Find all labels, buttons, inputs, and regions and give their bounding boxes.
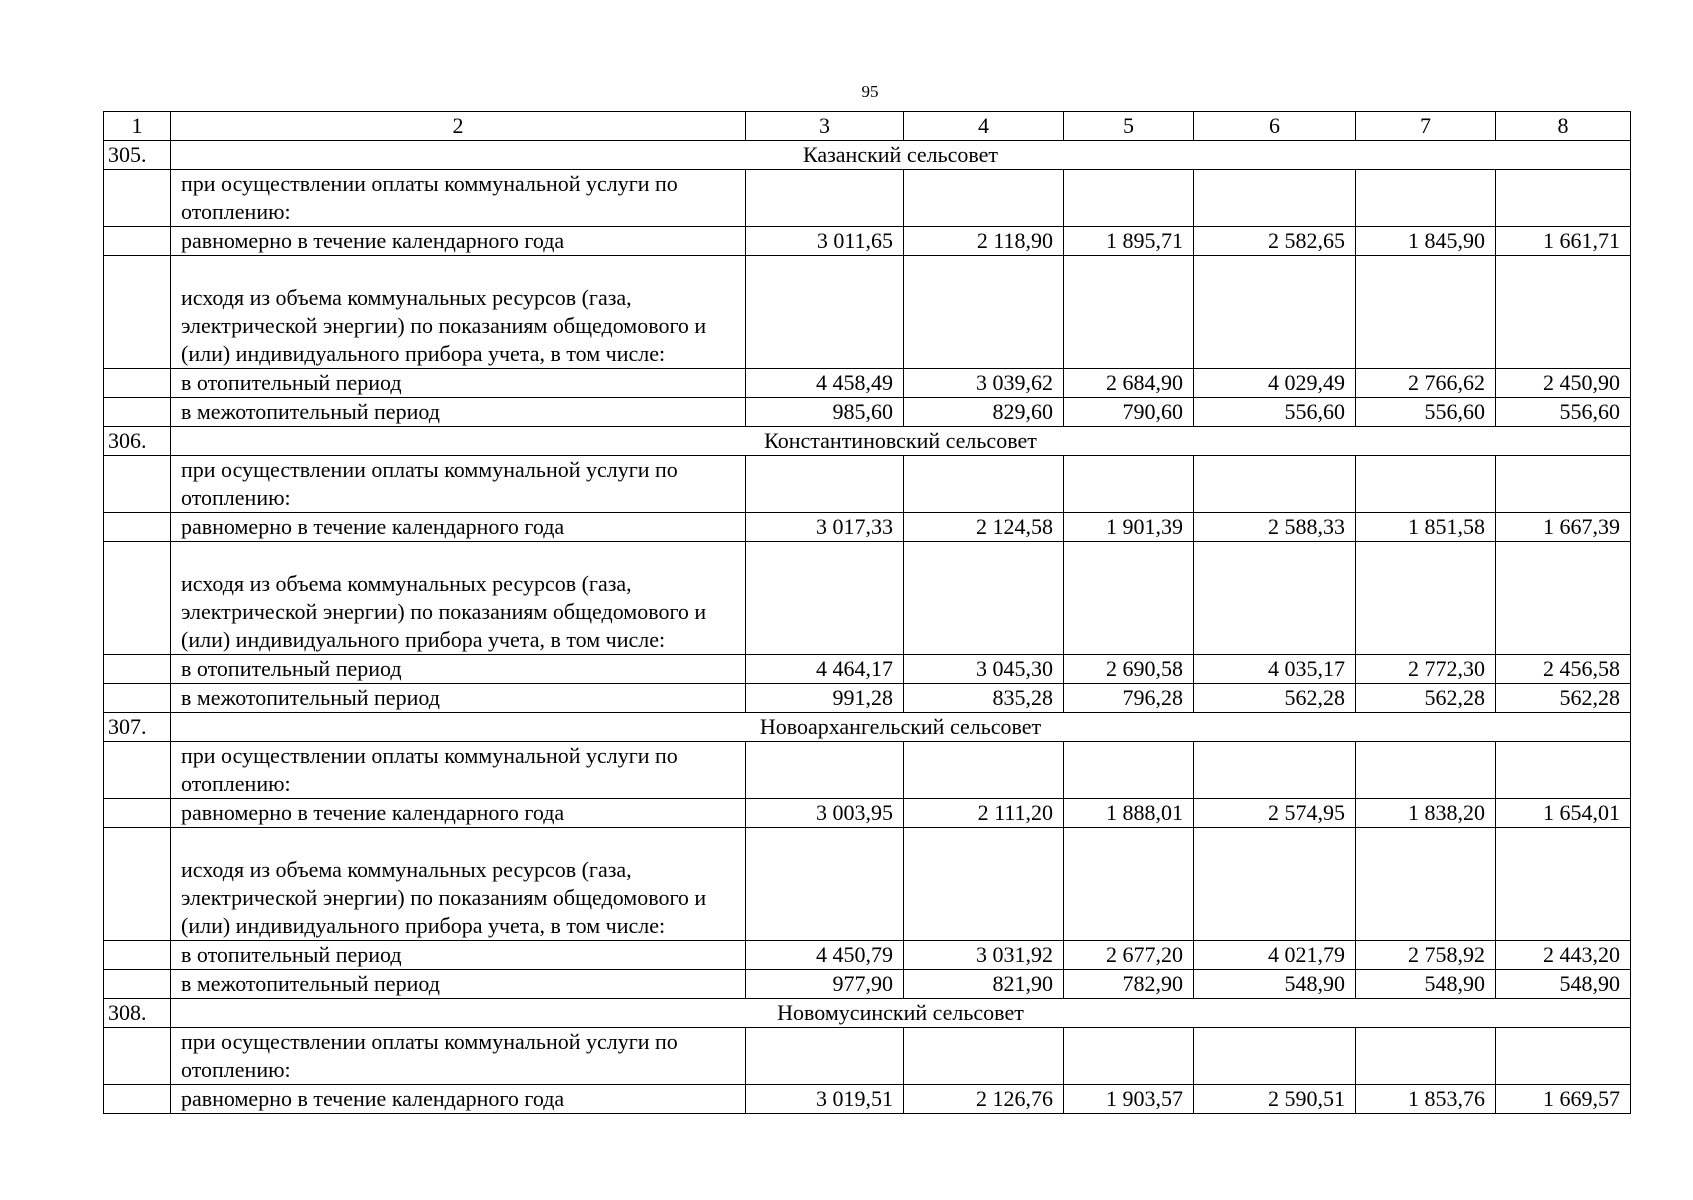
index-cell: [104, 970, 171, 999]
value-cell: 829,60: [904, 398, 1064, 427]
table-row: [104, 256, 1631, 369]
value-cell: 4 021,79: [1194, 941, 1356, 970]
index-cell: [104, 369, 171, 398]
table-row: [104, 684, 1631, 713]
row-label: исходя из объема коммунальных ресурсов (газа, электрической энергии) по показаниям общедомового и (или) индивидуального прибора учета, в том числе:: [171, 828, 746, 941]
value-cell: 4 035,17: [1194, 655, 1356, 684]
column-number: 6: [1194, 112, 1356, 141]
value-cell: 3 017,33: [746, 513, 904, 542]
table-row: [104, 170, 1631, 227]
value-cell: [1356, 456, 1496, 513]
value-cell: [1356, 1028, 1496, 1085]
value-cell: [904, 256, 1064, 369]
table-row: [104, 398, 1631, 427]
value-cell: 790,60: [1064, 398, 1194, 427]
value-cell: 1 669,57: [1496, 1085, 1631, 1114]
index-cell: [104, 1028, 171, 1085]
index-cell: [104, 799, 171, 828]
value-cell: 977,90: [746, 970, 904, 999]
section-index: 305.: [104, 141, 171, 170]
row-label: в межотопительный период: [171, 398, 746, 427]
row-label: при осуществлении оплаты коммунальной услуги по отоплению:: [171, 170, 746, 227]
row-label: при осуществлении оплаты коммунальной услуги по отоплению:: [171, 1028, 746, 1085]
value-cell: [1496, 456, 1631, 513]
table-row: [104, 655, 1631, 684]
value-cell: 2 456,58: [1496, 655, 1631, 684]
row-label: в межотопительный период: [171, 684, 746, 713]
value-cell: 2 450,90: [1496, 369, 1631, 398]
value-cell: 1 888,01: [1064, 799, 1194, 828]
value-cell: [746, 456, 904, 513]
index-cell: [104, 941, 171, 970]
value-cell: [746, 170, 904, 227]
value-cell: 1 895,71: [1064, 227, 1194, 256]
value-cell: [1496, 1028, 1631, 1085]
value-cell: 2 690,58: [1064, 655, 1194, 684]
index-cell: [104, 398, 171, 427]
value-cell: [1356, 170, 1496, 227]
value-cell: [904, 828, 1064, 941]
row-label: в отопительный период: [171, 655, 746, 684]
section-index: 307.: [104, 713, 171, 742]
index-cell: [104, 170, 171, 227]
row-label: в отопительный период: [171, 369, 746, 398]
value-cell: [1356, 828, 1496, 941]
column-number: 5: [1064, 112, 1194, 141]
value-cell: [1356, 742, 1496, 799]
index-cell: [104, 256, 171, 369]
value-cell: 1 851,58: [1356, 513, 1496, 542]
value-cell: 835,28: [904, 684, 1064, 713]
value-cell: 556,60: [1496, 398, 1631, 427]
index-cell: [104, 828, 171, 941]
column-number-row: [104, 112, 1631, 141]
section-header-row: [104, 713, 1631, 742]
value-cell: 1 838,20: [1356, 799, 1496, 828]
value-cell: [746, 256, 904, 369]
value-cell: 985,60: [746, 398, 904, 427]
table-row: [104, 941, 1631, 970]
value-cell: 2 684,90: [1064, 369, 1194, 398]
value-cell: 2 582,65: [1194, 227, 1356, 256]
value-cell: 548,90: [1356, 970, 1496, 999]
value-cell: 782,90: [1064, 970, 1194, 999]
value-cell: 2 590,51: [1194, 1085, 1356, 1114]
value-cell: [904, 742, 1064, 799]
value-cell: [1496, 542, 1631, 655]
value-cell: [746, 542, 904, 655]
table-row: [104, 742, 1631, 799]
value-cell: 4 450,79: [746, 941, 904, 970]
value-cell: [1194, 742, 1356, 799]
value-cell: 2 118,90: [904, 227, 1064, 256]
index-cell: [104, 742, 171, 799]
section-header-row: [104, 141, 1631, 170]
value-cell: [1194, 1028, 1356, 1085]
value-cell: 556,60: [1356, 398, 1496, 427]
value-cell: 1 654,01: [1496, 799, 1631, 828]
value-cell: 1 845,90: [1356, 227, 1496, 256]
value-cell: 1 661,71: [1496, 227, 1631, 256]
value-cell: 1 901,39: [1064, 513, 1194, 542]
value-cell: [1194, 542, 1356, 655]
row-label: при осуществлении оплаты коммунальной услуги по отоплению:: [171, 456, 746, 513]
value-cell: [1194, 456, 1356, 513]
section-index: 308.: [104, 999, 171, 1028]
value-cell: 3 011,65: [746, 227, 904, 256]
value-cell: 2 772,30: [1356, 655, 1496, 684]
section-name: Казанский сельсовет: [171, 141, 1631, 170]
section-header-row: [104, 427, 1631, 456]
value-cell: 548,90: [1496, 970, 1631, 999]
value-cell: 2 111,20: [904, 799, 1064, 828]
value-cell: 3 031,92: [904, 941, 1064, 970]
value-cell: 796,28: [1064, 684, 1194, 713]
value-cell: 2 588,33: [1194, 513, 1356, 542]
table-row: [104, 1085, 1631, 1114]
value-cell: [1064, 1028, 1194, 1085]
value-cell: [1194, 256, 1356, 369]
value-cell: 2 766,62: [1356, 369, 1496, 398]
value-cell: [746, 1028, 904, 1085]
section-index: 306.: [104, 427, 171, 456]
index-cell: [104, 456, 171, 513]
row-label: исходя из объема коммунальных ресурсов (газа, электрической энергии) по показаниям общедомового и (или) индивидуального прибора учета, в том числе:: [171, 542, 746, 655]
value-cell: 3 003,95: [746, 799, 904, 828]
row-label: при осуществлении оплаты коммунальной услуги по отоплению:: [171, 742, 746, 799]
column-number: 8: [1496, 112, 1631, 141]
table-row: [104, 1028, 1631, 1085]
section-name: Новоархангельский сельсовет: [171, 713, 1631, 742]
value-cell: 1 903,57: [1064, 1085, 1194, 1114]
value-cell: 2 574,95: [1194, 799, 1356, 828]
row-label: в межотопительный период: [171, 970, 746, 999]
section-name: Константиновский сельсовет: [171, 427, 1631, 456]
value-cell: [1496, 256, 1631, 369]
table-row: [104, 542, 1631, 655]
value-cell: 3 019,51: [746, 1085, 904, 1114]
value-cell: 1 853,76: [1356, 1085, 1496, 1114]
value-cell: [904, 1028, 1064, 1085]
index-cell: [104, 684, 171, 713]
column-number: 7: [1356, 112, 1496, 141]
tariff-table: [103, 111, 1631, 1114]
table-row: [104, 369, 1631, 398]
section-header-row: [104, 999, 1631, 1028]
value-cell: [1064, 542, 1194, 655]
index-cell: [104, 513, 171, 542]
value-cell: 4 029,49: [1194, 369, 1356, 398]
value-cell: [1064, 456, 1194, 513]
value-cell: 2 443,20: [1496, 941, 1631, 970]
table-row: [104, 799, 1631, 828]
section-name: Новомусинский сельсовет: [171, 999, 1631, 1028]
value-cell: 991,28: [746, 684, 904, 713]
value-cell: 821,90: [904, 970, 1064, 999]
value-cell: [1356, 256, 1496, 369]
value-cell: 562,28: [1356, 684, 1496, 713]
value-cell: 562,28: [1496, 684, 1631, 713]
table-row: [104, 513, 1631, 542]
value-cell: [1356, 542, 1496, 655]
value-cell: [1496, 170, 1631, 227]
row-label: равномерно в течение календарного года: [171, 799, 746, 828]
value-cell: 562,28: [1194, 684, 1356, 713]
value-cell: [1496, 828, 1631, 941]
index-cell: [104, 542, 171, 655]
row-label: равномерно в течение календарного года: [171, 1085, 746, 1114]
column-number: 2: [171, 112, 746, 141]
value-cell: 1 667,39: [1496, 513, 1631, 542]
value-cell: 4 464,17: [746, 655, 904, 684]
value-cell: 4 458,49: [746, 369, 904, 398]
value-cell: [904, 456, 1064, 513]
column-number: 1: [104, 112, 171, 141]
index-cell: [104, 227, 171, 256]
page-number: 95: [861, 82, 879, 101]
table-row: [104, 456, 1631, 513]
value-cell: [746, 742, 904, 799]
table-row: [104, 970, 1631, 999]
value-cell: [1064, 742, 1194, 799]
index-cell: [104, 1085, 171, 1114]
value-cell: 2 124,58: [904, 513, 1064, 542]
value-cell: [1194, 828, 1356, 941]
value-cell: 3 045,30: [904, 655, 1064, 684]
table-row: [104, 828, 1631, 941]
value-cell: [1064, 828, 1194, 941]
row-label: равномерно в течение календарного года: [171, 513, 746, 542]
value-cell: [1064, 256, 1194, 369]
column-number: 3: [746, 112, 904, 141]
value-cell: [904, 542, 1064, 655]
value-cell: [1194, 170, 1356, 227]
row-label: в отопительный период: [171, 941, 746, 970]
value-cell: 556,60: [1194, 398, 1356, 427]
index-cell: [104, 655, 171, 684]
value-cell: [746, 828, 904, 941]
value-cell: [1064, 170, 1194, 227]
value-cell: 548,90: [1194, 970, 1356, 999]
value-cell: [1496, 742, 1631, 799]
value-cell: 2 677,20: [1064, 941, 1194, 970]
table-row: [104, 227, 1631, 256]
value-cell: [904, 170, 1064, 227]
value-cell: 2 758,92: [1356, 941, 1496, 970]
value-cell: 3 039,62: [904, 369, 1064, 398]
row-label: исходя из объема коммунальных ресурсов (газа, электрической энергии) по показаниям общедомового и (или) индивидуального прибора учета, в том числе:: [171, 256, 746, 369]
value-cell: 2 126,76: [904, 1085, 1064, 1114]
column-number: 4: [904, 112, 1064, 141]
row-label: равномерно в течение календарного года: [171, 227, 746, 256]
